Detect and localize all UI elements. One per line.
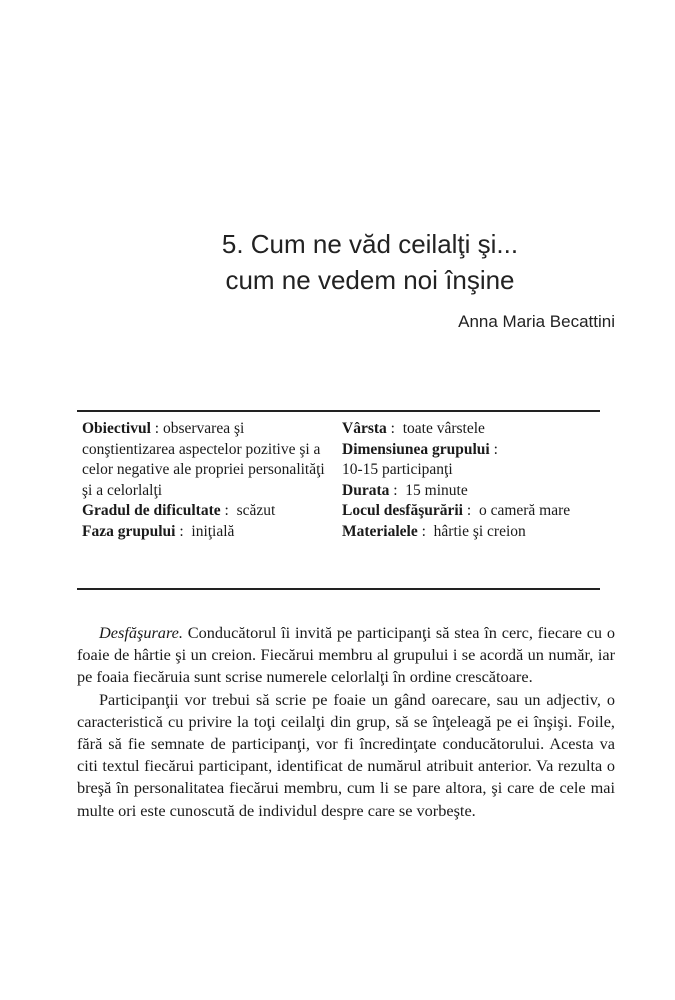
info-right-column [342,419,600,542]
author-name: Anna Maria Becattini [458,312,615,331]
group-size-value: 10-15 participanţi [342,461,453,478]
objective-value: observarea şi conştientizarea aspectelor pozitive şi a celor negative ale propriei personalităţi şi a celorlalţi [82,420,325,499]
materials-value: hârtie şi creion [433,522,526,540]
objective-label: Obiectivul [82,420,151,437]
materials-label: Materialele [342,522,418,540]
age-label: Vârsta [342,420,387,437]
activity-info-box [77,410,600,590]
difficulty-label: Gradul de dificultate [82,502,221,519]
difficulty-row: Gradul de dificultate : scăzut [82,502,276,519]
difficulty-value: scăzut [236,502,276,519]
location-row: Locul desfăşurării : o cameră mare [342,502,571,519]
paragraph-1-lead: Desfăşurare. [99,623,183,642]
materials-row: Materialele : hârtie şi creion [342,522,526,540]
phase-value: iniţială [191,522,235,540]
duration-label: Durata [342,481,390,499]
duration-value: 15 minute [405,481,468,499]
location-value: o cameră mare [478,502,571,519]
duration-row: Durata : 15 minute [342,481,468,499]
phase-label: Faza grupului [82,522,176,540]
objective-row: Obiectivul : observarea şi conştientizarea aspectelor pozitive şi a celor negative ale propriei personalităţi şi a celorlalţi [82,420,325,499]
paragraph-1 [77,622,615,689]
group-size-row: Dimensiunea grupului : 10-15 participanţi [342,440,498,478]
activity-description [77,622,615,822]
chapter-title [120,226,620,298]
age-row: Vârsta : toate vârstele [342,420,485,437]
chapter-title-line-1: 5. Cum ne văd ceilalţi şi... [221,229,519,259]
location-label: Locul desfăşurării [342,502,463,519]
info-left-column [82,419,334,542]
paragraph-2: Participanţii vor trebui să scrie pe foaie un gând oarecare, sau un adjectiv, o caracteristică cu privire la toţi ceilalţi din grup, să se înţeleagă pe ei înşişi. Foile, fără să fie semnate de participanţi, vor fi încredinţate conducătorului. Acesta va citi textul fiecărui participant, identificat de numărul atribuit anterior. Va rezulta o breşă în personalitatea fiecărui membru, cum li se pare altora, şi care de cele mai multe ori este cunoscută de individul despre care se vorbeşte. [77,689,615,820]
chapter-title-line-2: cum ne vedem noi înşine [225,265,515,295]
phase-row: Faza grupului : iniţială [82,522,235,540]
age-value: toate vârstele [402,420,485,437]
paragraph-1-text: Conducătorul îi invită pe participanţi să stea în cerc, fiecare cu o foaie de hârtie şi un creion. Fiecărui membru al grupului i se acordă un număr, iar pe foaia fiecăruia sunt scrise numerele celorlalţi în ordine crescătoare. [77,623,615,687]
group-size-label: Dimensiunea grupului [342,440,490,458]
